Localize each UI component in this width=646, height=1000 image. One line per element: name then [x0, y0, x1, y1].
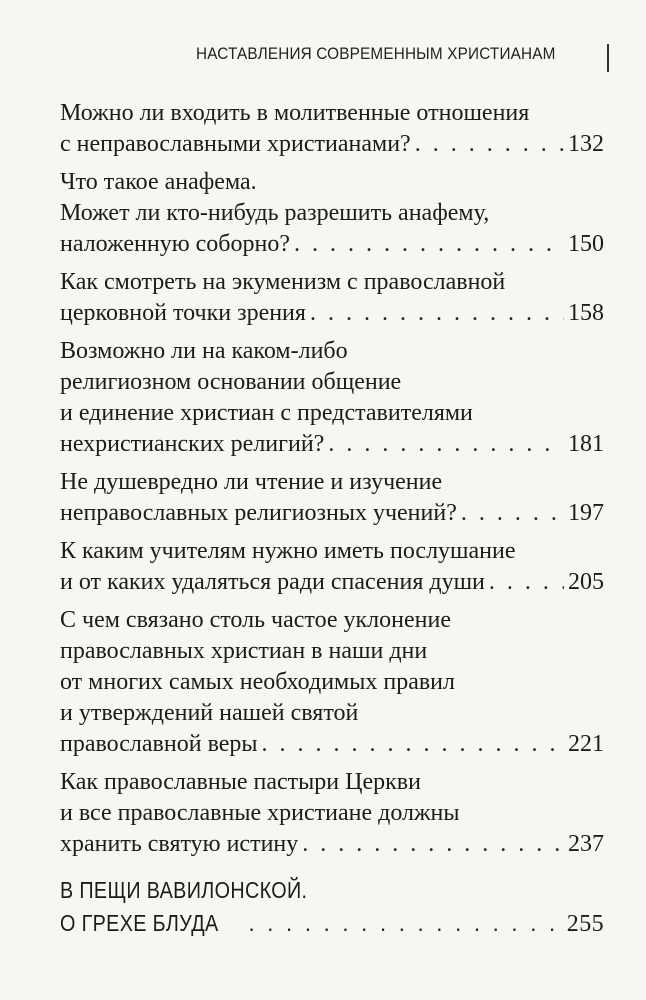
entry-line: Как православные пастыри Церкви [60, 769, 421, 795]
entry-line: Не душевредно ли чтение и изучение [60, 469, 443, 495]
header-divider [607, 44, 609, 72]
page-number: 221 [568, 731, 604, 757]
page-number: 158 [568, 300, 604, 326]
entry-line: и единение христиан с представителями [60, 400, 473, 426]
entry-last-line: с неправославными христианами? [60, 131, 411, 157]
entry-line: Можно ли входить в молитвенные отношения [60, 100, 530, 126]
toc-section-heading [60, 874, 604, 941]
entry-line: С чем связано столь частое уклонение [60, 607, 451, 633]
page-number: 132 [568, 131, 604, 157]
dot-leader [415, 129, 564, 160]
toc-entry [60, 536, 604, 598]
entry-last-line: хранить святую истину [60, 831, 299, 857]
table-of-contents [60, 98, 604, 941]
entry-last-line: нехристианских религий? [60, 431, 325, 457]
toc-entry [60, 336, 604, 460]
page-number: 237 [568, 831, 604, 857]
page-number: 150 [568, 231, 604, 257]
dot-leader [489, 567, 564, 598]
page-number: 205 [568, 569, 604, 595]
entry-last-line: неправославных религиозных учений? [60, 500, 457, 526]
toc-entry [60, 767, 604, 860]
dot-leader [294, 229, 564, 260]
section-title-line: В ПЕЩИ ВАВИЛОНСКОЙ. [60, 877, 308, 903]
dot-leader [262, 729, 564, 760]
entry-line: и все православные христиане должны [60, 800, 460, 826]
page-number: 197 [568, 500, 604, 526]
toc-entry [60, 467, 604, 529]
entry-line: православных христиан в наши дни [60, 638, 428, 664]
entry-line: и утверждений нашей святой [60, 700, 359, 726]
entry-line: Может ли кто-нибудь разрешить анафему, [60, 200, 490, 226]
entry-line: К каким учителям нужно иметь послушание [60, 538, 516, 564]
dot-leader [328, 429, 564, 460]
toc-entry [60, 267, 604, 329]
entry-line: Что такое анафема. [60, 169, 257, 195]
page-number: 255 [566, 911, 604, 937]
entry-line: Возможно ли на каком-либо [60, 338, 348, 364]
entry-line: от многих самых необходимых правил [60, 669, 456, 695]
entry-line: религиозном основании общение [60, 369, 402, 395]
entry-line: Как смотреть на экуменизм с православной [60, 269, 506, 295]
entry-last-line: православной веры [60, 731, 258, 757]
entry-last-line: наложенную соборно? [60, 231, 290, 257]
dot-leader [310, 298, 564, 329]
dot-leader [248, 907, 562, 940]
toc-entry [60, 167, 604, 260]
entry-last-line: и от каких удаляться ради спасения души [60, 569, 485, 595]
section-title-last-line: О ГРЕХЕ БЛУДА [60, 910, 219, 936]
dot-leader [302, 829, 564, 860]
running-head: НАСТАВЛЕНИЯ СОВРЕМЕННЫМ ХРИСТИАНАМ [196, 44, 556, 63]
toc-entry [60, 98, 604, 160]
entry-last-line: церковной точки зрения [60, 300, 306, 326]
dot-leader [461, 498, 564, 529]
toc-entry [60, 605, 604, 760]
page-number: 181 [568, 431, 604, 457]
